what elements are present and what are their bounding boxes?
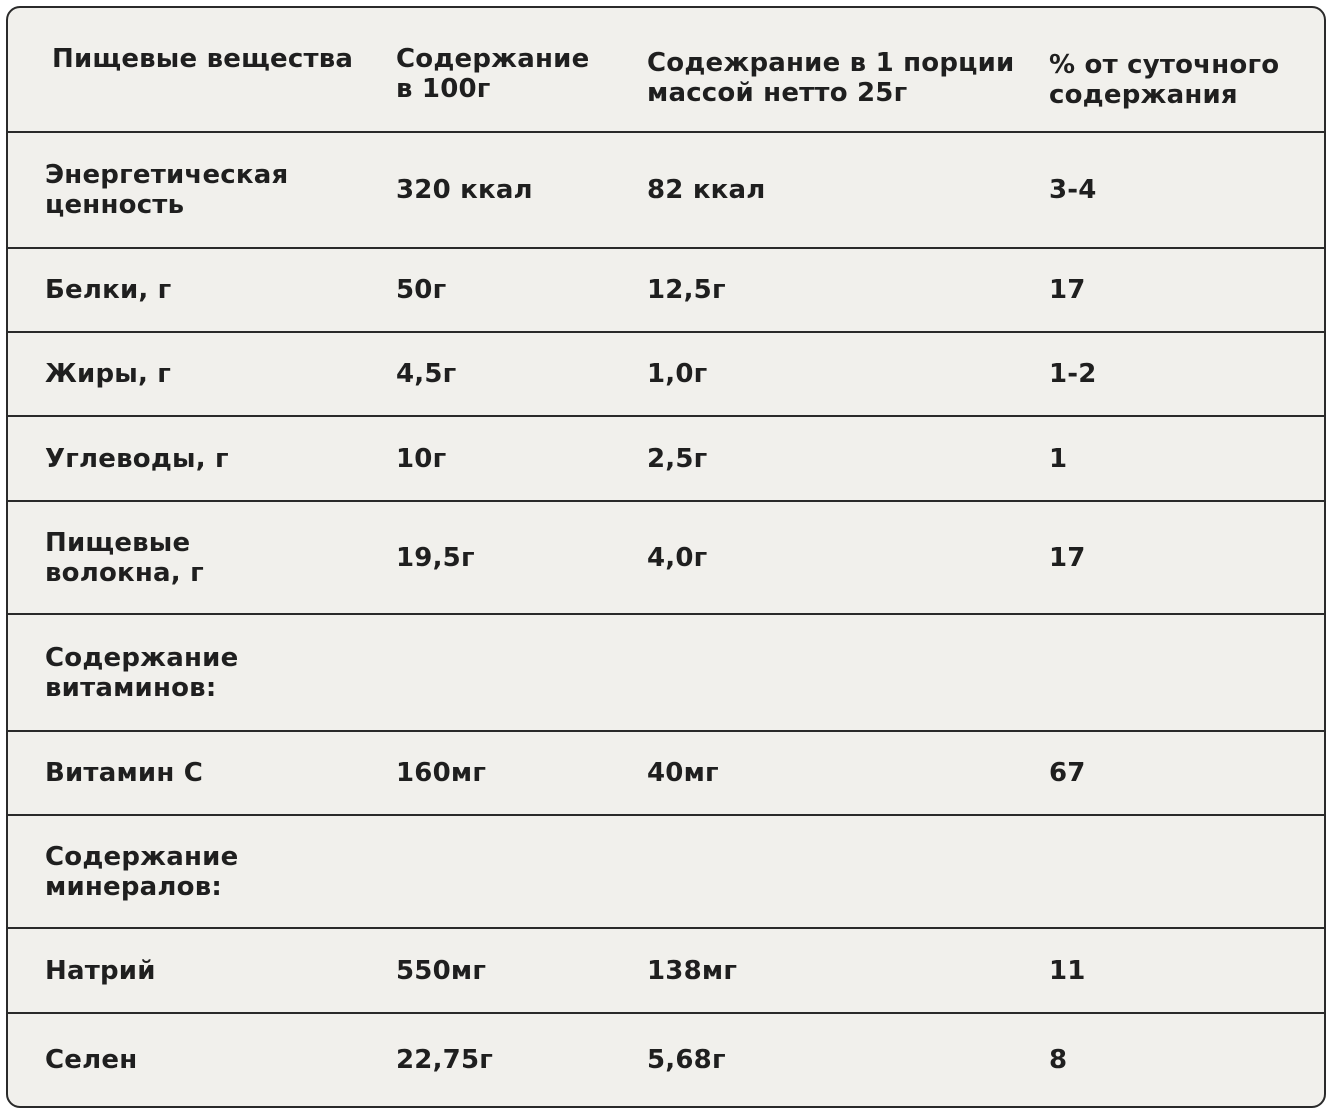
value-per-portion: 40мг	[647, 758, 719, 788]
nutrient-name: Углеводы, г	[45, 443, 229, 474]
value-per-portion: 5,68г	[647, 1045, 726, 1075]
value-per-portion: 4,0г	[647, 542, 708, 573]
value-per-100g: 10г	[396, 443, 447, 474]
section-title-vitamins: Содержание витаминов:	[45, 642, 239, 703]
value-per-portion: 12,5г	[647, 275, 726, 305]
nutrient-name: Жиры, г	[45, 359, 172, 389]
value-per-100g: 19,5г	[396, 542, 475, 573]
value-daily-percent: 1	[1049, 443, 1068, 474]
table-section-row	[8, 816, 1324, 929]
value-per-100g: 22,75г	[396, 1045, 494, 1075]
nutrient-name: Белки, г	[45, 275, 172, 305]
value-daily-percent: 3-4	[1049, 175, 1097, 205]
table-row	[8, 732, 1324, 816]
nutrient-name: Натрий	[45, 955, 156, 986]
header-per-portion: Содежрание в 1 порции массой нетто 25г	[647, 48, 1015, 108]
value-daily-percent: 17	[1049, 542, 1086, 573]
header-daily-percent: % от суточного содержания	[1049, 50, 1280, 110]
value-per-100g: 4,5г	[396, 359, 457, 389]
table-row	[8, 1014, 1324, 1106]
value-per-100g: 550мг	[396, 955, 487, 986]
value-daily-percent: 8	[1049, 1045, 1068, 1075]
value-per-portion: 138мг	[647, 955, 738, 986]
header-nutrients: Пищевые вещества	[52, 44, 354, 74]
table-section-row	[8, 615, 1324, 732]
nutrient-name: Селен	[45, 1045, 138, 1075]
table-row	[8, 929, 1324, 1014]
section-title-minerals: Содержание минералов:	[45, 841, 239, 902]
value-daily-percent: 17	[1049, 275, 1086, 305]
nutrient-name: Пищевые волокна, г	[45, 527, 204, 588]
value-per-portion: 1,0г	[647, 359, 708, 389]
table-row	[8, 333, 1324, 417]
value-daily-percent: 11	[1049, 955, 1086, 986]
value-per-portion: 2,5г	[647, 443, 708, 474]
value-daily-percent: 67	[1049, 758, 1086, 788]
value-per-100g: 50г	[396, 275, 447, 305]
table-row	[8, 417, 1324, 502]
value-daily-percent: 1-2	[1049, 359, 1097, 389]
value-per-100g: 160мг	[396, 758, 487, 788]
value-per-portion: 82 ккал	[647, 175, 766, 205]
table-row	[8, 502, 1324, 615]
header-per-100g: Содержание в 100г	[396, 44, 590, 104]
nutrient-name: Витамин С	[45, 758, 204, 788]
table-row	[8, 133, 1324, 249]
table-row	[8, 249, 1324, 333]
table-header-row	[8, 8, 1324, 133]
nutrient-name: Энергетическая ценность	[45, 160, 289, 220]
value-per-100g: 320 ккал	[396, 175, 533, 205]
nutrition-table	[6, 6, 1326, 1108]
